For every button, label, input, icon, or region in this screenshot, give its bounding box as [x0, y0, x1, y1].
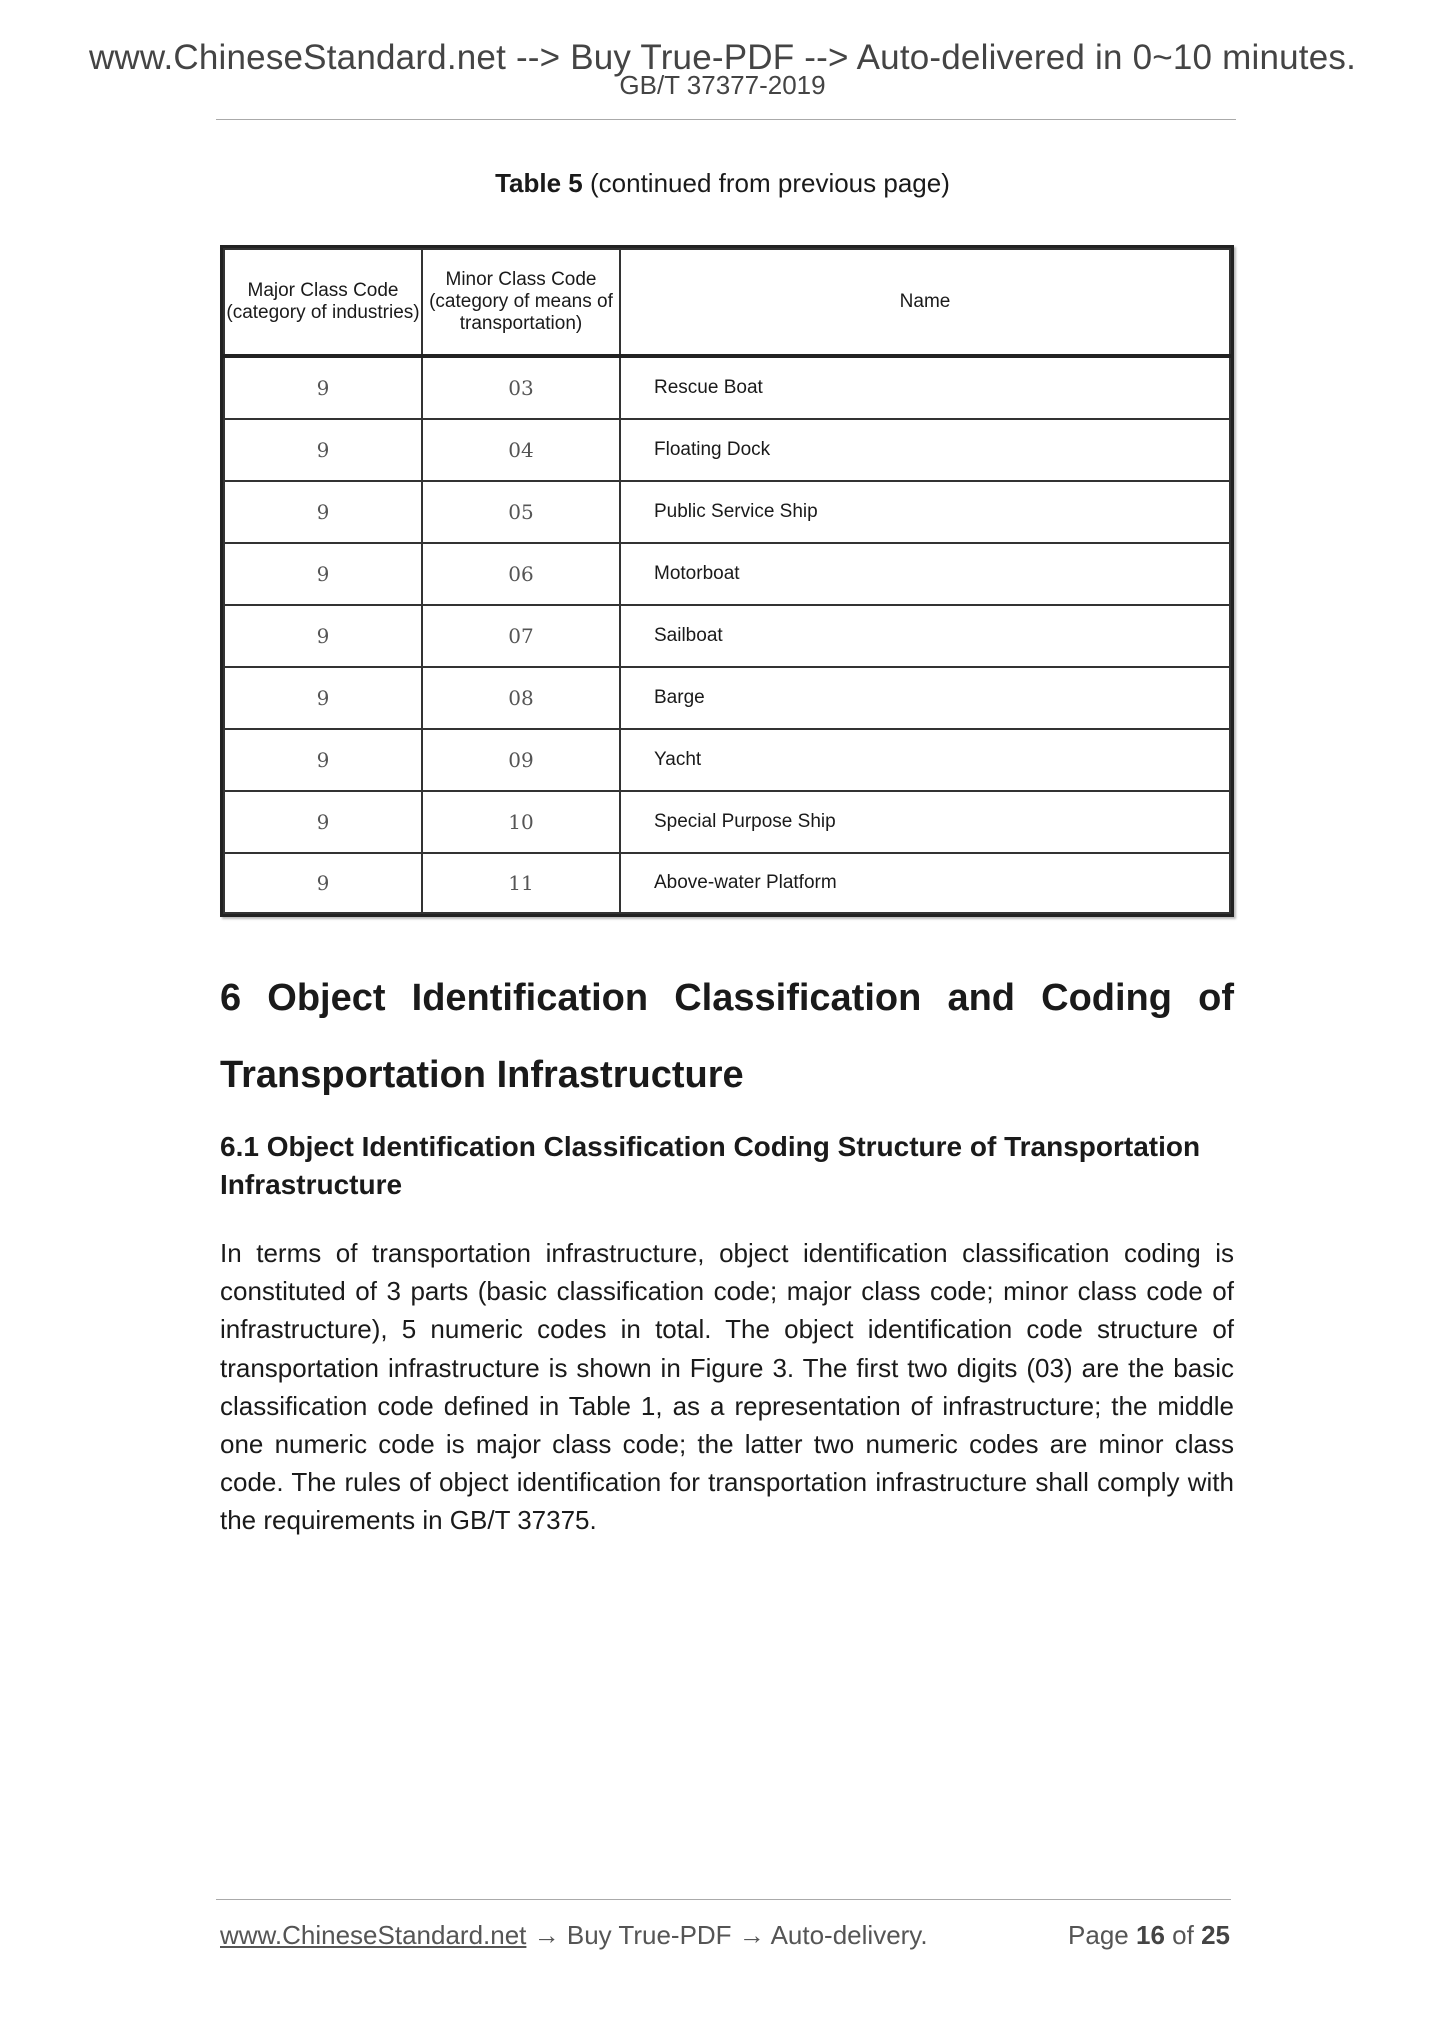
minor-code-cell: 06 — [422, 543, 620, 605]
section-6-1-paragraph: In terms of transportation infrastructure, object identification classification coding is constituted of 3 parts (basic classification code; major class code; minor class code of infrastructure), 5 numeric codes in total. The object identification code structure of transportation infrastructure is shown in Figure 3. The first two digits (03) are the basic classification code defined in Table 1, as a representation of infrastructure; the middle one numeric code is major class code; the latter two numeric codes are minor class code. The rules of object identification for transportation infrastructure shall comply with the requirements in GB/T 37375. — [220, 1238, 1234, 1536]
table-row — [224, 605, 1230, 667]
table-row — [224, 729, 1230, 791]
major-code-cell: 9 — [224, 605, 422, 667]
major-code-cell: 9 — [224, 419, 422, 481]
minor-code-cell: 11 — [422, 853, 620, 913]
major-code-cell: 9 — [224, 853, 422, 913]
page-current: 16 — [1136, 1920, 1165, 1950]
minor-code-cell: 05 — [422, 481, 620, 543]
page-indicator — [1068, 1920, 1230, 1951]
table-row — [224, 419, 1230, 481]
name-cell: Rescue Boat — [620, 356, 1230, 419]
section-6-1-heading: 6.1 Object Identification Classification Coding Structure of Transportation Infrastructure — [220, 1131, 1201, 1200]
page-of: of — [1172, 1920, 1194, 1950]
classification-table — [220, 245, 1234, 917]
table-row — [224, 356, 1230, 419]
table-caption — [0, 168, 1445, 199]
table-header-row — [224, 249, 1230, 356]
major-code-cell: 9 — [224, 791, 422, 853]
column-header-major: Major Class Code (category of industries) — [224, 249, 422, 356]
minor-code-cell: 10 — [422, 791, 620, 853]
table-row — [224, 667, 1230, 729]
major-code-cell: 9 — [224, 543, 422, 605]
name-cell: Public Service Ship — [620, 481, 1230, 543]
table-row — [224, 543, 1230, 605]
minor-code-cell: 07 — [422, 605, 620, 667]
footer-tagline: → Buy True-PDF → Auto-delivery. — [526, 1920, 928, 1950]
header-divider — [216, 119, 1236, 120]
table-row — [224, 853, 1230, 913]
minor-code-cell: 09 — [422, 729, 620, 791]
table-row — [224, 481, 1230, 543]
page-total: 25 — [1201, 1920, 1230, 1950]
table-caption-label: Table 5 — [495, 168, 583, 198]
major-code-cell: 9 — [224, 356, 422, 419]
name-cell: Barge — [620, 667, 1230, 729]
column-header-name: Name — [620, 249, 1230, 356]
minor-code-cell: 04 — [422, 419, 620, 481]
minor-code-cell: 08 — [422, 667, 620, 729]
section-6-heading: 6 Object Identification Classification and Coding of Transportation Infrastructure — [220, 977, 1234, 1096]
minor-code-cell: 03 — [422, 356, 620, 419]
major-code-cell: 9 — [224, 667, 422, 729]
footer-site-link[interactable]: www.ChineseStandard.net — [220, 1920, 527, 1950]
column-header-minor: Minor Class Code (category of means of transportation) — [422, 249, 620, 356]
name-cell: Sailboat — [620, 605, 1230, 667]
site-banner: www.ChineseStandard.net --> Buy True-PDF --> Auto-delivered in 0~10 minutes. — [88, 38, 1357, 77]
major-code-cell: 9 — [224, 729, 422, 791]
major-code-cell: 9 — [224, 481, 422, 543]
name-cell: Special Purpose Ship — [620, 791, 1230, 853]
page-footer — [220, 1920, 1230, 1951]
name-cell: Above-water Platform — [620, 853, 1230, 913]
name-cell: Yacht — [620, 729, 1230, 791]
name-cell: Motorboat — [620, 543, 1230, 605]
table-row — [224, 791, 1230, 853]
footer-divider — [216, 1899, 1231, 1900]
table-caption-text: (continued from previous page) — [582, 168, 950, 198]
name-cell: Floating Dock — [620, 419, 1230, 481]
standard-code: GB/T 37377-2019 — [619, 70, 826, 100]
page-label: Page — [1068, 1920, 1129, 1950]
